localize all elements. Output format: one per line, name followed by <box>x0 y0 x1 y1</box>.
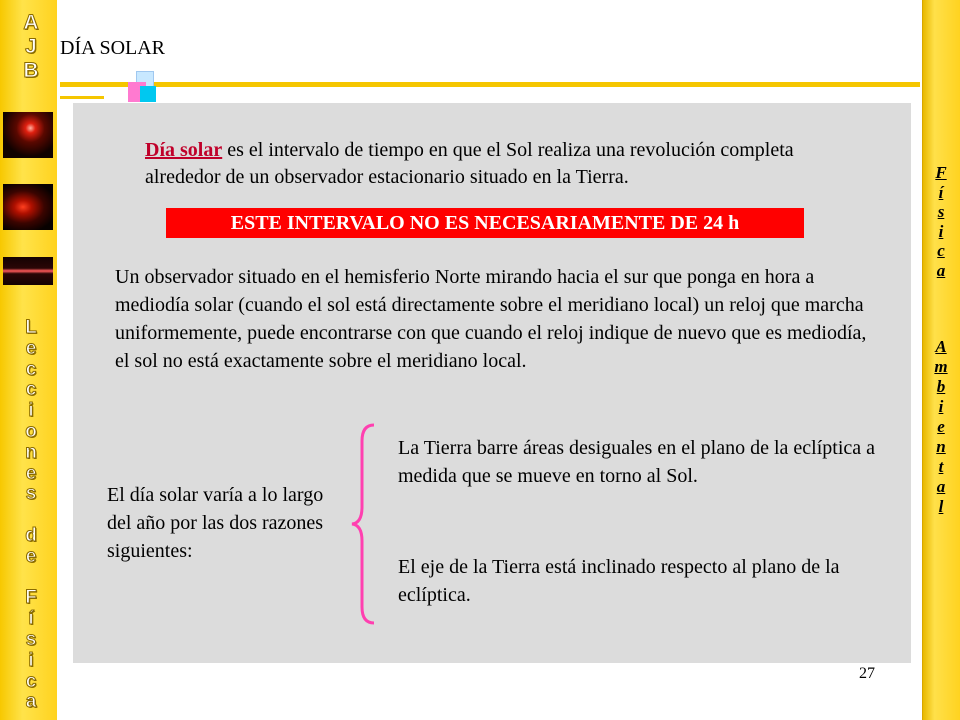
definition-text: es el intervalo de tiempo en que el Sol realiza una revolución completa alrededor de un observador estacionario situado en la Tierra. <box>145 139 794 188</box>
title-divider-short <box>60 96 104 99</box>
reason-1: La Tierra barre áreas desiguales en el plano de la eclíptica a medida que se mueve en torno al Sol. <box>398 437 876 487</box>
lecciones-de-fisica-vertical-text: L e c c i o n e s d e F í s i c a <box>25 317 37 713</box>
spectrum-thumbnail[interactable] <box>3 257 53 285</box>
curly-brace-icon <box>348 423 378 625</box>
reason-2: El eje de la Tierra está inclinado respecto al plano de la eclíptica. <box>398 556 840 606</box>
page-number: 27 <box>859 665 875 682</box>
logo-square-cyan <box>140 86 156 102</box>
definition-paragraph <box>145 137 865 191</box>
lab-photo-thumbnail-1[interactable] <box>3 112 53 158</box>
fisica-vertical-link[interactable]: F í s i c a <box>935 163 947 280</box>
definition-term[interactable]: Día solar <box>145 139 223 161</box>
slide-title: DÍA SOLAR <box>60 37 166 59</box>
observer-paragraph: Un observador situado en el hemisferio Norte mirando hacia el sur que ponga en hora a mediodía solar (cuando el sol está directamente sobre el meridiano local) un reloj que marcha uniformemente, puede encontrarse con que cuando el reloj indique de nuevo que es mediodía, el sol no está exactamente sobre el meridiano local. <box>115 266 867 372</box>
reasons-intro: El día solar varía a lo largo del año por las dos razones siguientes: <box>107 484 324 562</box>
ambiental-vertical-link[interactable]: A m b i e n t a l <box>934 337 948 516</box>
ajb-logo-text: A J B <box>23 11 39 82</box>
warning-banner: ESTE INTERVALO NO ES NECESARIAMENTE DE 24 h <box>166 208 804 238</box>
title-divider <box>60 82 920 87</box>
lab-photo-thumbnail-2[interactable] <box>3 184 53 230</box>
